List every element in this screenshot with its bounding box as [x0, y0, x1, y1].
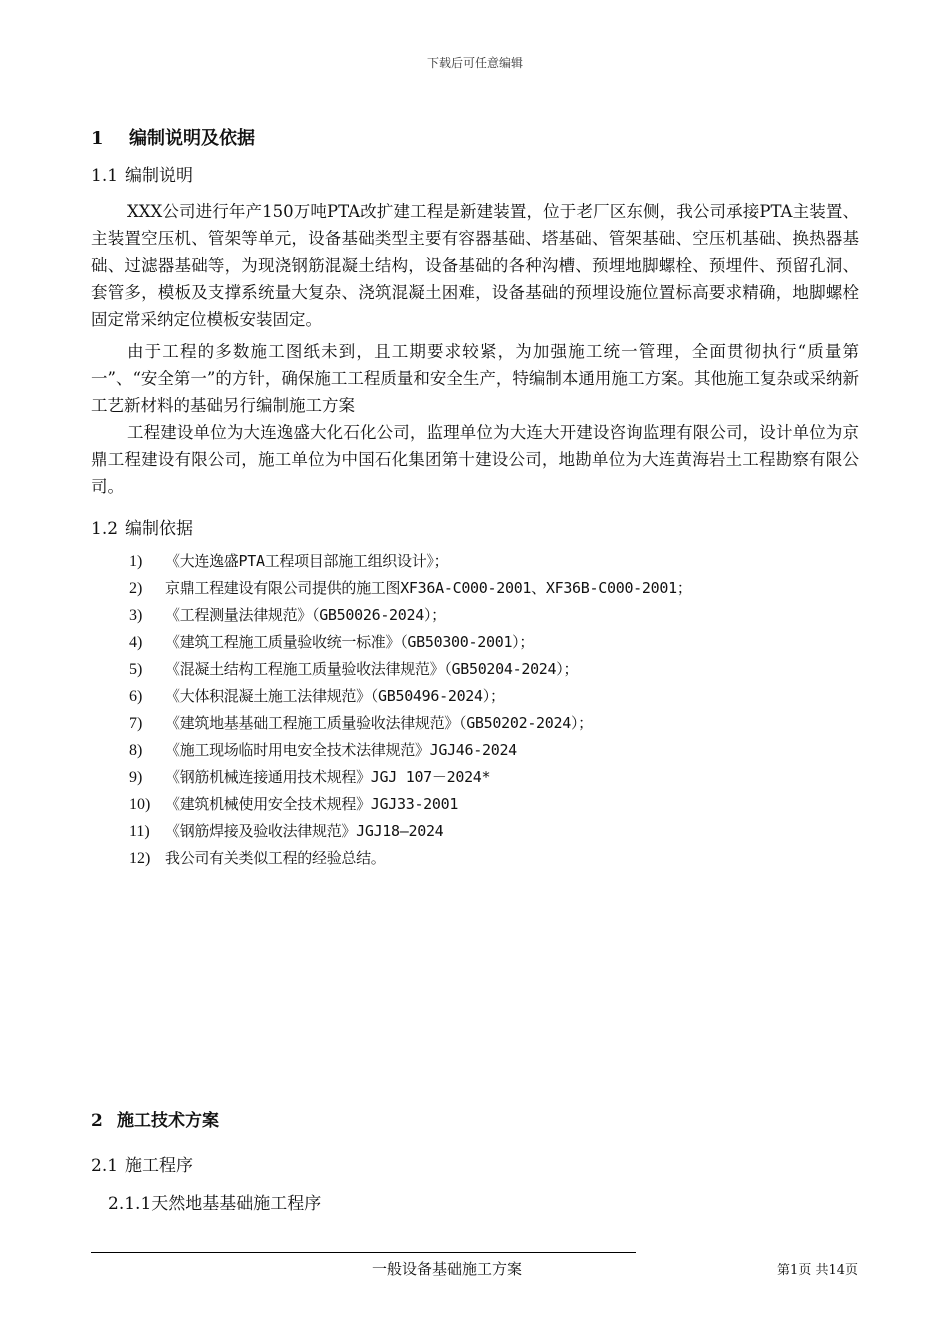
item-number: 9): [129, 769, 143, 786]
list-item: [129, 683, 692, 710]
item-text: 《建筑机械使用安全技术规程》JGJ33-2001: [165, 795, 459, 813]
item-number: 8): [129, 742, 143, 759]
item-number: 11): [129, 823, 150, 840]
subsection-2-1-heading: [91, 1151, 193, 1176]
subsection-1-2-heading: [91, 514, 193, 539]
list-item: [129, 629, 692, 656]
item-text: 《钢筋焊接及验收法律规范》JGJ18—2024: [165, 822, 444, 840]
page-number: 第1页 共14页: [777, 1263, 858, 1278]
section-2-heading: [91, 1106, 219, 1131]
list-item: [129, 737, 692, 764]
section-number: 2: [91, 1111, 103, 1131]
item-number: 6): [129, 688, 143, 705]
item-number: 7): [129, 715, 143, 732]
item-number: 2): [129, 580, 143, 597]
item-text: 《工程测量法律规范》（GB50026-2024）；: [165, 606, 446, 624]
item-text: 《建筑地基基础工程施工质量验收法律规范》（GB50202-2024）；: [165, 714, 593, 732]
subsection-title: 编制依据: [125, 519, 193, 539]
section-number: 1: [91, 128, 104, 149]
subsection-1-1-heading: [91, 161, 193, 186]
footer-title: 一般设备基础施工方案: [372, 1260, 523, 1278]
item-text: 《建筑工程施工质量验收统一标准》（GB50300-2001）；: [165, 633, 535, 651]
section-1-heading: [91, 124, 255, 150]
item-text: 《混凝土结构工程施工质量验收法律规范》（GB50204-2024）；: [165, 660, 579, 678]
subsection-title: 编制说明: [125, 166, 193, 186]
item-number: 1): [129, 553, 143, 570]
list-item: [129, 656, 692, 683]
item-text: 《大体积混凝土施工法律规范》（GB50496-2024）；: [165, 687, 505, 705]
list-item: [129, 791, 692, 818]
list-item: [129, 710, 692, 737]
list-item: [129, 602, 692, 629]
list-item: [129, 764, 692, 791]
subsection-number: 1.2: [91, 519, 119, 539]
list-item: [129, 548, 692, 575]
reference-list: [129, 548, 692, 872]
section-title: 编制说明及依据: [129, 128, 255, 149]
list-item: [129, 818, 692, 845]
item-number: 3): [129, 607, 143, 624]
item-number: 4): [129, 634, 143, 651]
paragraph: XXX公司进行年产150万吨PTA改扩建工程是新建装置，位于老厂区东侧，我公司承接PTA主装置、主装置空压机、管架等单元，设备基础类型主要有容器基础、塔基础、管架基础、空压机基础、换热器基础、过滤器基础等，为现浇钢筋混凝土结构，设备基础的各种沟槽、预埋地脚螺栓、预埋件、预留孔洞、套管多，模板及支撑系统量大复杂、浇筑混凝土困难，设备基础的预埋设施位置标高要求精确，地脚螺栓固定常采纳定位模板安装固定。: [91, 202, 859, 329]
item-number: 10): [129, 796, 151, 813]
item-number: 5): [129, 661, 143, 678]
subsection-2-1-1-heading: 2.1.1天然地基基础施工程序: [108, 1194, 322, 1214]
section-title: 施工技术方案: [117, 1111, 219, 1131]
footer-divider: [91, 1252, 636, 1253]
paragraph: 由于工程的多数施工图纸未到，且工期要求较紧，为加强施工统一管理，全面贯彻执行“质量第一”、“安全第一”的方针，确保施工工程质量和安全生产，特编制本通用施工方案。其他施工复杂或采纳新工艺新材料的基础另行编制施工方案: [91, 342, 859, 415]
item-text: 《钢筋机械连接通用技术规程》JGJ 107－2024*: [165, 768, 491, 786]
paragraph: 工程建设单位为大连逸盛大化石化公司，监理单位为大连大开建设咨询监理有限公司，设计单位为京鼎工程建设有限公司，施工单位为中国石化集团第十建设公司，地勘单位为大连黄海岩土工程勘察有限公司。: [91, 423, 859, 496]
item-text: 《大连逸盛PTA工程项目部施工组织设计》；: [165, 552, 449, 570]
list-item: [129, 845, 692, 872]
subsection-number: 2.1: [91, 1156, 119, 1176]
list-item: [129, 575, 692, 602]
item-text: 我公司有关类似工程的经验总结。: [165, 849, 386, 867]
item-text: 《施工现场临时用电安全技术法律规范》JGJ46-2024: [165, 741, 517, 759]
item-text: 京鼎工程建设有限公司提供的施工图XF36A-C000-2001、XF36B-C000-2001；: [165, 579, 692, 597]
subsection-title: 施工程序: [125, 1156, 193, 1176]
subsection-number: 1.1: [91, 166, 119, 186]
item-number: 12): [129, 850, 151, 867]
header-note: 下载后可任意编辑: [426, 56, 523, 70]
